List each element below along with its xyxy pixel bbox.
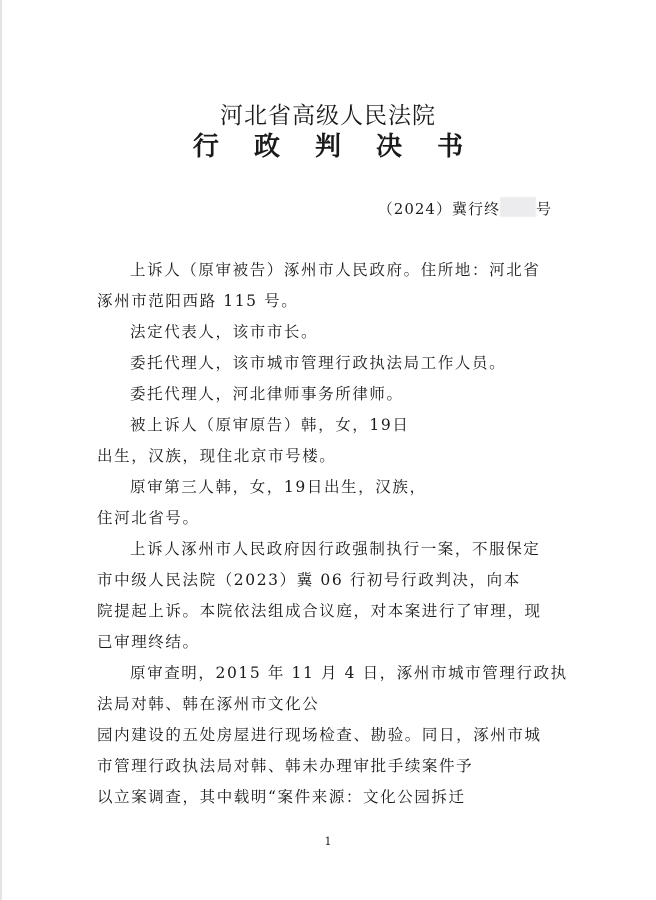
paragraph-line: 法定代表人，该市市长。 [130, 323, 319, 341]
paragraph-line: 市中级人民法院（2023）冀 06 行初号行政判决，向本 [97, 571, 521, 589]
paragraph-line: 上诉人（原审被告）涿州市人民政府。住所地：河北省 [130, 261, 541, 279]
case-number-prefix: （2024）冀行终 [377, 200, 500, 218]
document-type-title: 行 政 判 决 书 [192, 132, 477, 162]
paragraph-line: 以立案调查，其中载明“案件来源：文化公园拆迁 [97, 788, 466, 806]
paragraph-line: 已审理终结。 [97, 633, 200, 651]
paragraph-line: 上诉人涿州市人民政府因行政强制执行一案，不服保定 [130, 540, 541, 558]
paragraph-line: 委托代理人，该市城市管理行政执法局工作人员。 [130, 354, 507, 372]
paragraph-line: 园内建设的五处房屋进行现场检查、勘验。同日，涿州市城 [97, 726, 542, 744]
paragraph-line: 委托代理人，河北律师事务所律师。 [130, 385, 404, 403]
page-number: 1 [324, 835, 332, 848]
case-number [378, 197, 552, 219]
paragraph-line: 出生，汉族，现住北京市号楼。 [97, 447, 337, 465]
paragraph-line: 市管理行政执法局对韩、韩未办理审批手续案件予 [97, 757, 474, 775]
paragraph-line: 住河北省号。 [97, 509, 200, 527]
redaction [500, 197, 536, 217]
paragraph-line: 原审查明，2015 年 11 月 4 日，涿州市城市管理行政执 [130, 664, 568, 682]
paragraph-line: 法局对韩、韩在涿州市文化公 [97, 695, 320, 713]
paragraph-line: 院提起上诉。本院依法组成合议庭，对本案进行了审理，现 [97, 602, 542, 620]
court-name: 河北省高级人民法院 [220, 103, 436, 129]
paragraph-line: 涿州市范阳西路 115 号。 [97, 292, 299, 310]
case-number-suffix: 号 [535, 200, 552, 218]
paragraph-line: 被上诉人（原审原告）韩，女，19日 [130, 416, 410, 434]
paragraph-line: 原审第三人韩，女，19日出生，汉族， [130, 478, 427, 496]
